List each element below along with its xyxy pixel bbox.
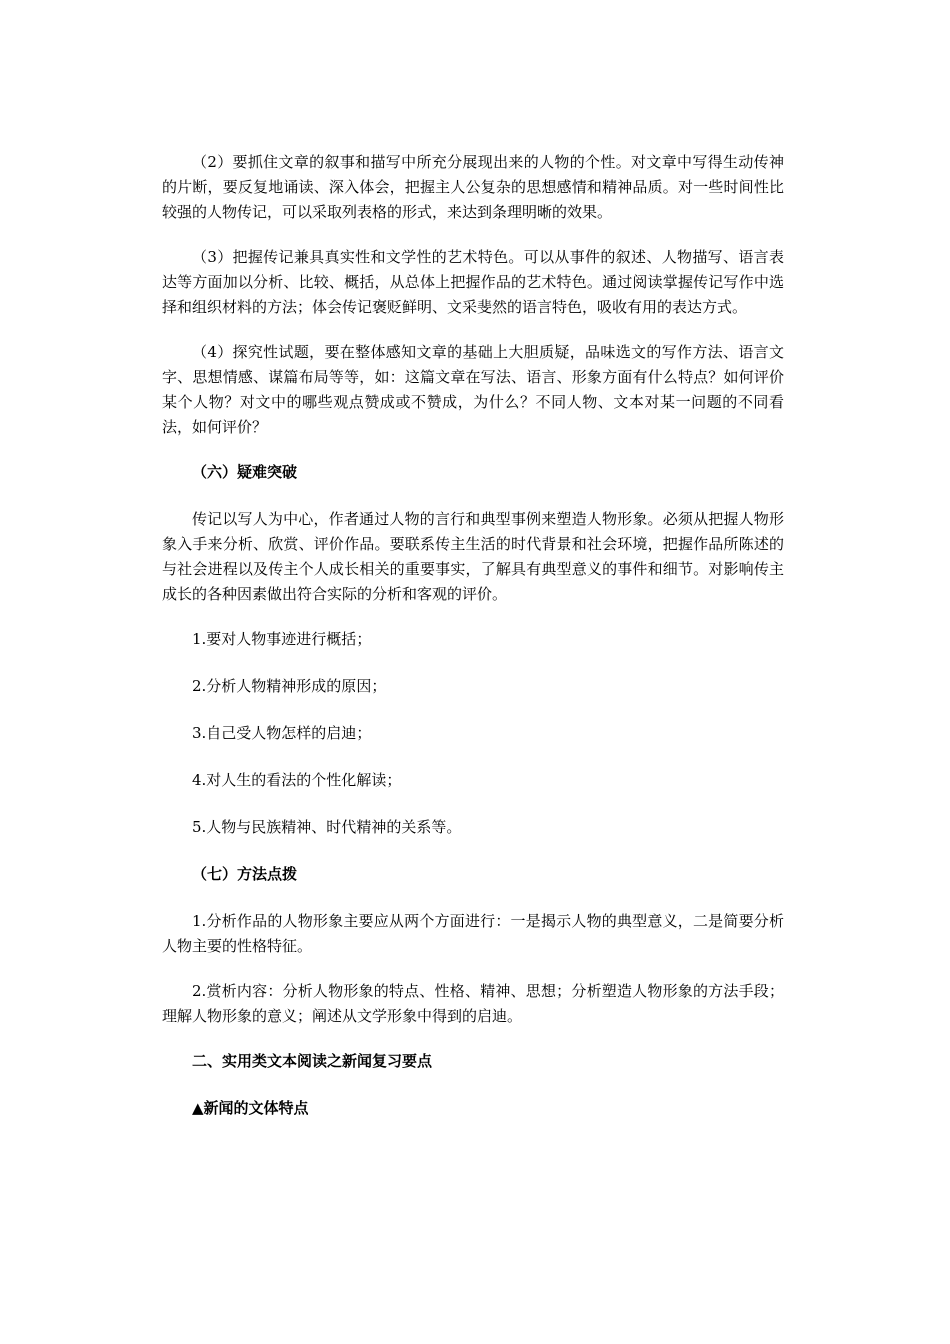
news-features-subheading: ▲新闻的文体特点 [192, 1099, 309, 1117]
list-item: 1.要对人物事迹进行概括； [192, 630, 372, 648]
part-2-heading: 二、实用类文本阅读之新闻复习要点 [192, 1052, 433, 1070]
paragraph-2: （2）要抓住文章的叙事和描写中所充分展现出来的人物的个性。对文章中写得生动传神的片断，要反复地诵读、深入体会，把握主人公复杂的思想感情和精神品质。对一些时间性比较强的人物传记，可以采取列表格的形式，来达到条理明晰的效果。 [162, 153, 784, 221]
section-6-intro: 传记以写人为中心，作者通过人物的言行和典型事例来塑造人物形象。必须从把握人物形象入手来分析、欣赏、评价作品。要联系传主生活的时代背景和社会环境，把握作品所陈述的与社会进程以及传主个人成长相关的重要事实，了解具有典型意义的事件和细节。对影响传主成长的各种因素做出符合实际的分析和客观的评价。 [162, 510, 784, 603]
paragraph-3: （3）把握传记兼具真实性和文学性的艺术特色。可以从事件的叙述、人物描写、语言表达等方面加以分析、比较、概括，从总体上把握作品的艺术特色。通过阅读掌握传记写作中选择和组织材料的方法；体会传记褒贬鲜明、文采斐然的语言特色，吸收有用的表达方式。 [162, 248, 784, 316]
list-item: 5.人物与民族精神、时代精神的关系等。 [192, 818, 462, 836]
section-7-item-2: 2.赏析内容：分析人物形象的特点、性格、精神、思想；分析塑造人物形象的方法手段；理解人物形象的意义；阐述从文学形象中得到的启迪。 [162, 982, 784, 1025]
list-item: 4.对人生的看法的个性化解读； [192, 771, 402, 789]
list-item: 3.自己受人物怎样的启迪； [192, 724, 372, 742]
paragraph-4: （4）探究性试题，要在整体感知文章的基础上大胆质疑，品味选文的写作方法、语言文字、思想情感、谋篇布局等等，如：这篇文章在写法、语言、形象方面有什么特点？如何评价某个人物？对文中的哪些观点赞成或不赞成，为什么？不同人物、文本对某一问题的不同看法，如何评价？ [162, 343, 784, 436]
document-page [162, 150, 784, 1143]
section-6-heading: （六）疑难突破 [192, 463, 298, 481]
section-7-item-1: 1.分析作品的人物形象主要应从两个方面进行：一是揭示人物的典型意义，二是简要分析人物主要的性格特征。 [162, 912, 784, 955]
section-7-heading: （七）方法点拨 [192, 865, 298, 883]
list-item: 2.分析人物精神形成的原因； [192, 677, 387, 695]
